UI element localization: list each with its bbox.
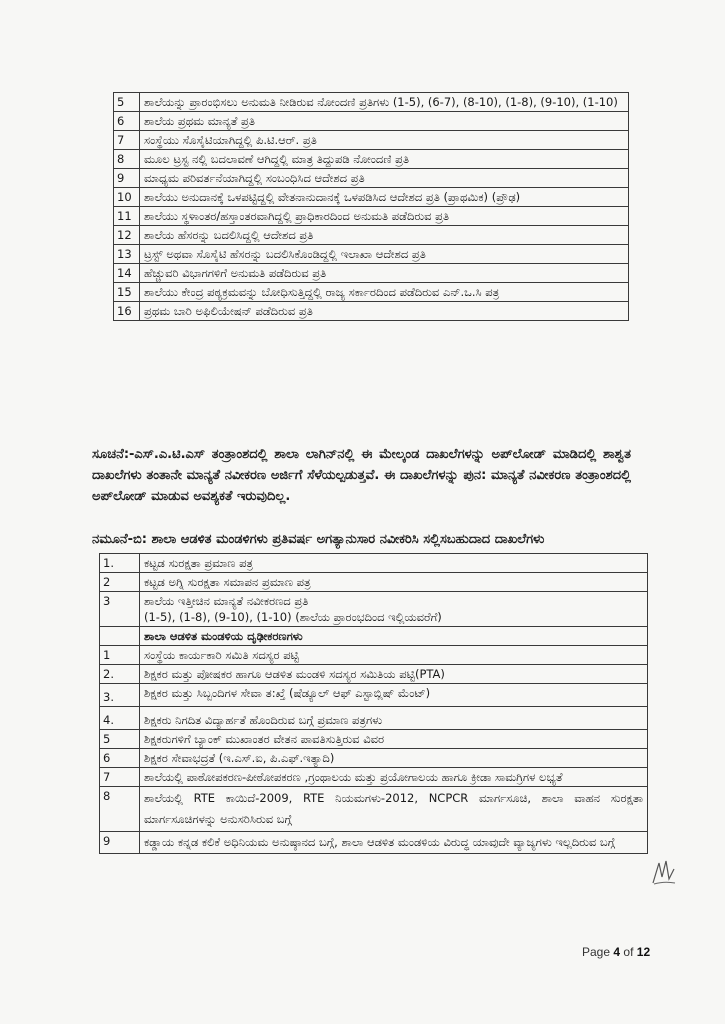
row-text: ಶಾಲೆಯನ್ನು ಪ್ರಾರಂಭಿಸಲು ಅನುಮತಿ ನೀಡಿರುವ ನೋಂದಣಿ ಪ್ರತಿಗಳು (1-5), (6-7), (8-10), (1-8), (9-10), (1-10) (140, 93, 629, 112)
row-number: 5 (100, 730, 140, 749)
table-row (114, 93, 629, 112)
table-row (114, 264, 629, 283)
table-row (114, 245, 629, 264)
row-number: 6 (100, 749, 140, 768)
row-number: 3. (100, 684, 140, 707)
row-text: ಹೆಚ್ಚುವರಿ ವಿಭಾಗಗಳಿಗೆ ಅನುಮತಿ ಪಡೆದಿರುವ ಪ್ರತಿ (140, 264, 629, 283)
row-number: 13 (114, 245, 140, 264)
table-row (100, 592, 648, 627)
table-row (114, 169, 629, 188)
table-row (100, 646, 648, 665)
row-text: ಶಿಕ್ಷಕರುಗಳಿಗೆ ಬ್ಯಾಂಕ್ ಮುಖಾಂತರ ವೇತನ ಪಾವತಿಸುತ್ತಿರುವ ವಿವರ (140, 730, 648, 749)
row-number: 10 (114, 188, 140, 207)
form-b-heading: ನಮೂನೆ-ಬಿ: ಶಾಲಾ ಆಡಳಿತ ಮಂಡಳಿಗಳು ಪ್ರತಿವರ್ಷ ಅಗತ್ಯಾನುಸಾರ ನವೀಕರಿಸಿ ಸಲ್ಲಿಸಬಹುದಾದ ದಾಖಲೆಗಳು (92, 532, 545, 547)
row-number: 1 (100, 646, 140, 665)
row-number: 14 (114, 264, 140, 283)
row-number: 4. (100, 707, 140, 730)
table-row (114, 188, 629, 207)
row-number: 9 (100, 832, 140, 854)
row-text: ಶಾಲೆಯಲ್ಲಿ RTE ಕಾಯಿದೆ-2009, RTE ನಿಯಮಗಳು-2012, NCPCR ಮಾರ್ಗಸೂಚಿ, ಶಾಲಾ ವಾಹನ ಸುರಕ್ಷತಾ ಮಾರ್ಗಸೂಚಿಗಳನ್ನು ಅನುಸರಿಸಿರುವ ಬಗ್ಗೆ (140, 787, 648, 832)
row-number: 2 (100, 573, 140, 592)
table-row (100, 665, 648, 684)
row-number: 5 (114, 93, 140, 112)
table-row (100, 787, 648, 832)
row-text: ಶಾಲೆಯು ಕೇಂದ್ರ ಪಠ್ಯಕ್ರಮವನ್ನು ಬೋಧಿಸುತ್ತಿದ್ದಲ್ಲಿ ರಾಜ್ಯ ಸರ್ಕಾರದಿಂದ ಪಡೆದಿರುವ ಎನ್.ಒ.ಸಿ ಪತ್ರ (140, 283, 629, 302)
row-text: ಶಾಲೆಯು ಸ್ಥಳಾಂತರ/ಹಸ್ತಾಂತರವಾಗಿದ್ದಲ್ಲಿ ಪ್ರಾಧಿಕಾರದಿಂದ ಅನುಮತಿ ಪಡೆದಿರುವ ಪ್ರತಿ (140, 207, 629, 226)
table-row (100, 749, 648, 768)
table-row (114, 302, 629, 321)
row-number: 8 (100, 787, 140, 832)
row-text: ಕಡ್ಡಾಯ ಕನ್ನಡ ಕಲಿಕೆ ಅಧಿನಿಯಮ ಅನುಷ್ಠಾನದ ಬಗ್ಗೆ, ಶಾಲಾ ಆಡಳಿತ ಮಂಡಳಿಯ ವಿರುದ್ಧ ಯಾವುದೇ ವ್ಯಾಜ್ಯಗಳು ಇಲ್ಲದಿರುವ ಬಗ್ಗೆ (140, 832, 648, 854)
note-paragraph: ಸೂಚನೆ:-ಎಸ್.ಎ.ಟಿ.ಎಸ್ ತಂತ್ರಾಂಶದಲ್ಲಿ ಶಾಲಾ ಲಾಗಿನ್‌ನಲ್ಲಿ ಈ ಮೇಲ್ಕಂಡ ದಾಖಲೆಗಳನ್ನು ಅಪ್‌ಲೋಡ್ ಮಾಡಿದಲ್ಲಿ ಶಾಶ್ವತ ದಾಖಲೆಗಳು ತಂತಾನೇ ಮಾನ್ಯತೆ ನವೀಕರಣ ಅರ್ಜಿಗೆ ಸೆಳೆಯಲ್ಪಡುತ್ತವೆ. ಈ ದಾಖಲೆಗಳನ್ನು ಪುನ: ಮಾನ್ಯತೆ ನವೀಕರಣ ತಂತ್ರಾಂಶದಲ್ಲಿ ಅಪ್‌ಲೋಡ್ ಮಾಡುವ ಅವಶ್ಯಕತೆ ಇರುವುದಿಲ್ಲ. (92, 447, 631, 504)
row-text: ಶಿಕ್ಷಕರು ನಿಗದಿತ ವಿದ್ಯಾರ್ಹತೆ ಹೊಂದಿರುವ ಬಗ್ಗೆ ಪ್ರಮಾಣ ಪತ್ರಗಳು (140, 707, 648, 730)
table-row (114, 112, 629, 131)
row-text: ಮೂಲ ಟ್ರಸ್ಟ ನಲ್ಲಿ ಬದಲಾವಣೆ ಆಗಿದ್ದಲ್ಲಿ ಮಾತ್ರ ತಿದ್ದುಪಡಿ ನೋಂದಣಿ ಪ್ರತಿ (140, 150, 629, 169)
row-subtext: (1-5), (1-8), (9-10), (1-10) (ಶಾಲೆಯ ಪ್ರಾರಂಭದಿಂದ ಇಲ್ಲಿಯವರೆಗೆ) (144, 610, 442, 624)
row-number: 7 (100, 768, 140, 787)
table-row (114, 283, 629, 302)
documents-table-a (113, 92, 629, 321)
section-heading-row (100, 627, 648, 646)
section-heading: ಶಾಲಾ ಆಡಳಿತ ಮಂಡಳಿಯ ದೃಢೀಕರಣಗಳು (140, 627, 648, 646)
table-row (100, 707, 648, 730)
row-text-cell (140, 592, 648, 627)
table-row (100, 832, 648, 854)
row-number: 3 (100, 592, 140, 627)
row-text: ಸಂಸ್ಥೆಯು ಸೊಸೈಟಿಯಾಗಿದ್ದಲ್ಲಿ ಪಿ.ಟಿ.ಆರ್. ಪ್ರತಿ (140, 131, 629, 150)
table-row (100, 573, 648, 592)
row-text: ಶಾಲೆಯ ಇತ್ತೀಚಿನ ಮಾನ್ಯತೆ ನವೀಕರಣದ ಪ್ರತಿ (144, 594, 309, 608)
row-number: 1. (100, 554, 140, 573)
page-footer (582, 945, 650, 959)
row-number: 7 (114, 131, 140, 150)
table-row (114, 150, 629, 169)
row-number: 15 (114, 283, 140, 302)
row-number: 16 (114, 302, 140, 321)
table-row (100, 768, 648, 787)
row-number: 2. (100, 665, 140, 684)
table-row (100, 730, 648, 749)
row-text: ಶಿಕ್ಷಕರ ಮತ್ತು ಪೋಷಕರ ಹಾಗೂ ಆಡಳಿತ ಮಂಡಳಿ ಸದಸ್ಯರ ಸಮಿತಿಯ ಪಟ್ಟಿ(PTA) (140, 665, 648, 684)
row-text: ಶಾಲೆಯು ಅನುದಾನಕ್ಕೆ ಒಳಪಟ್ಟಿದ್ದಲ್ಲಿ ವೇತನಾನುದಾನಕ್ಕೆ ಒಳಪಡಿಸಿದ ಆದೇಶದ ಪ್ರತಿ (ಪ್ರಾಥಮಿಕ) (ಪ್ರೌಢ) (140, 188, 629, 207)
row-number: 11 (114, 207, 140, 226)
row-text: ಕಟ್ಟಡ ಅಗ್ನಿ ಸುರಕ್ಷತಾ ಸಮಾಪನ ಪ್ರಮಾಣ ಪತ್ರ (140, 573, 648, 592)
table-row (114, 207, 629, 226)
row-text: ಶಾಲೆಯ ಹೆಸರನ್ನು ಬದಲಿಸಿದ್ದಲ್ಲಿ ಆದೇಶದ ಪ್ರತಿ (140, 226, 629, 245)
row-number: 12 (114, 226, 140, 245)
current-page: 4 (613, 945, 621, 959)
documents-table-b (99, 553, 648, 854)
row-text: ಪ್ರಥಮ ಬಾರಿ ಅಫಿಲಿಯೇಷನ್ ಪಡೆದಿರುವ ಪ್ರತಿ (140, 302, 629, 321)
row-text: ಶಿಕ್ಷಕರ ಮತ್ತು ಸಿಬ್ಬಂದಿಗಳ ಸೇವಾ ತ:ಖ್ತೆ (ಷೆಡ್ಯೂಲ್ ಆಫ್ ಎಸ್ಟಾಬ್ಲಿಷ್ ಮೆಂಟ್) (140, 684, 648, 707)
row-text: ಶಾಲೆಯ ಪ್ರಥಮ ಮಾನ್ಯತೆ ಪ್ರತಿ (140, 112, 629, 131)
row-text: ಮಾಧ್ಯಮ ಪರಿವರ್ತನೆಯಾಗಿದ್ದಲ್ಲಿ ಸಂಬಂಧಿಸಿದ ಆದೇಶದ ಪ್ರತಿ (140, 169, 629, 188)
row-number: 8 (114, 150, 140, 169)
of-word: of (623, 945, 634, 959)
table-row (114, 131, 629, 150)
row-text: ಟ್ರಸ್ಟ್ ಅಥವಾ ಸೊಸೈಟಿ ಹೆಸರನ್ನು ಬದಲಿಸಿಕೊಂಡಿದ್ದಲ್ಲಿ ಇಲಾಖಾ ಆದೇಶದ ಪ್ರತಿ (140, 245, 629, 264)
row-text: ಸಂಸ್ಥೆಯ ಕಾರ್ಯಕಾರಿ ಸಮಿತಿ ಸದಸ್ಯರ ಪಟ್ಟಿ (140, 646, 648, 665)
row-text: ಶಿಕ್ಷಕರ ಸೇವಾಭದ್ರತೆ (ಇ.ಎಸ್.ಐ, ಪಿ.ಎಫ್.ಇತ್ಯಾದಿ) (140, 749, 648, 768)
total-pages: 12 (636, 945, 651, 959)
table-row (114, 226, 629, 245)
table-row (100, 684, 648, 707)
page-word: Page (582, 945, 611, 959)
row-number: 6 (114, 112, 140, 131)
row-text: ಶಾಲೆಯಲ್ಲಿ ಪಾಠೋಪಕರಣ-ಪೀಠೋಪಕರಣ ,ಗ್ರಂಥಾಲಯ ಮತ್ತು ಪ್ರಯೋಗಾಲಯ ಹಾಗೂ ಕ್ರೀಡಾ ಸಾಮಗ್ರಿಗಳ ಲಭ್ಯತೆ (140, 768, 648, 787)
row-number: 9 (114, 169, 140, 188)
table-row (100, 554, 648, 573)
signature-mark (650, 857, 676, 887)
row-text: ಕಟ್ಟಡ ಸುರಕ್ಷತಾ ಪ್ರಮಾಣ ಪತ್ರ (140, 554, 648, 573)
